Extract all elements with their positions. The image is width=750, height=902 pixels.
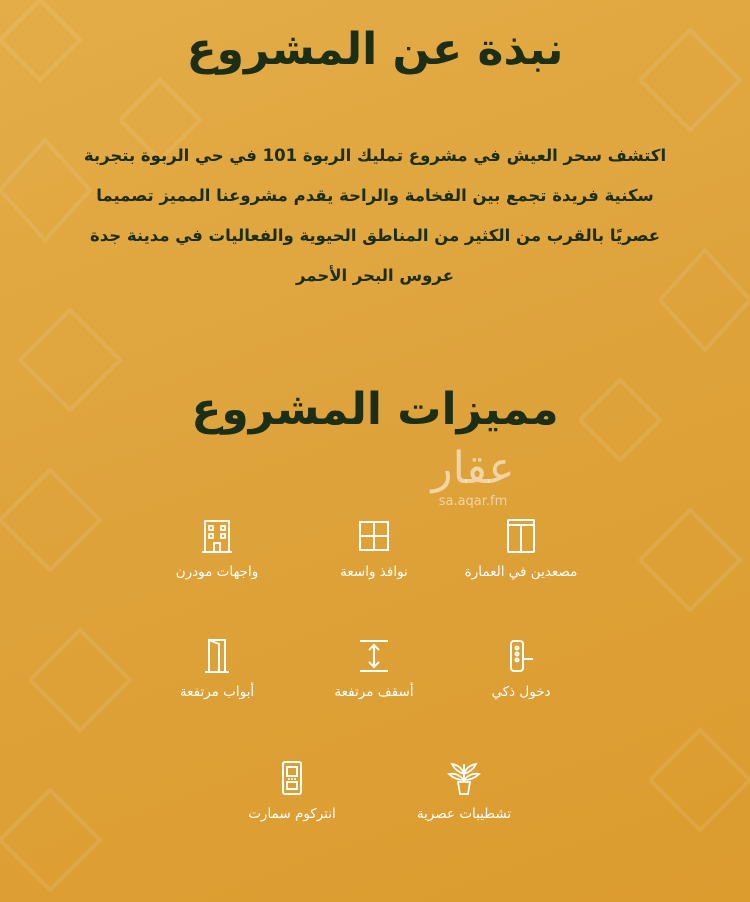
features-title: مميزات المشروع [191, 384, 559, 435]
feature-label: مصعدين في العمارة [464, 564, 578, 580]
feature-label: دخول ذكي [491, 684, 551, 700]
door-icon [197, 636, 237, 676]
feature-high-ceilings [289, 636, 459, 700]
watermark-logo-text: عقار [431, 443, 515, 494]
feature-elevators [436, 516, 606, 580]
intercom-icon [272, 758, 312, 798]
watermark [398, 444, 548, 510]
feature-label: انتركوم سمارت [248, 806, 336, 822]
feature-label: واجهات مودرن [175, 564, 259, 580]
feature-high-doors [132, 636, 302, 700]
feature-label: أبواب مرتفعة [179, 684, 255, 700]
feature-modern-facades [132, 516, 302, 580]
feature-label: نوافذ واسعة [340, 564, 408, 580]
building-icon [197, 516, 237, 556]
window-icon [354, 516, 394, 556]
ceiling-height-icon [354, 636, 394, 676]
watermark-url: sa.aqar.fm [438, 494, 508, 509]
smart-lock-icon [501, 636, 541, 676]
feature-label: أسقف مرتفعة [334, 684, 414, 700]
about-title: نبذة عن المشروع [186, 24, 564, 75]
feature-modern-finishes [379, 758, 549, 822]
feature-smart-entry [436, 636, 606, 700]
plant-icon [444, 758, 484, 798]
feature-smart-intercom [207, 758, 377, 822]
feature-label: تشطيبات عصرية [416, 806, 512, 822]
about-paragraph: اكتشف سحر العيش في مشروع تمليك الربوة 101 في حي الربوة بتجربة سكنية فريدة تجمع بين الفخامة والراحة يقدم مشروعنا المميز تصميما عصريًا بالقرب من الكثير من المناطق الحيوية والفعاليات في مدينة جدة عروس البحر الأحمر [83, 146, 667, 285]
elevator-icon [501, 516, 541, 556]
feature-wide-windows [289, 516, 459, 580]
